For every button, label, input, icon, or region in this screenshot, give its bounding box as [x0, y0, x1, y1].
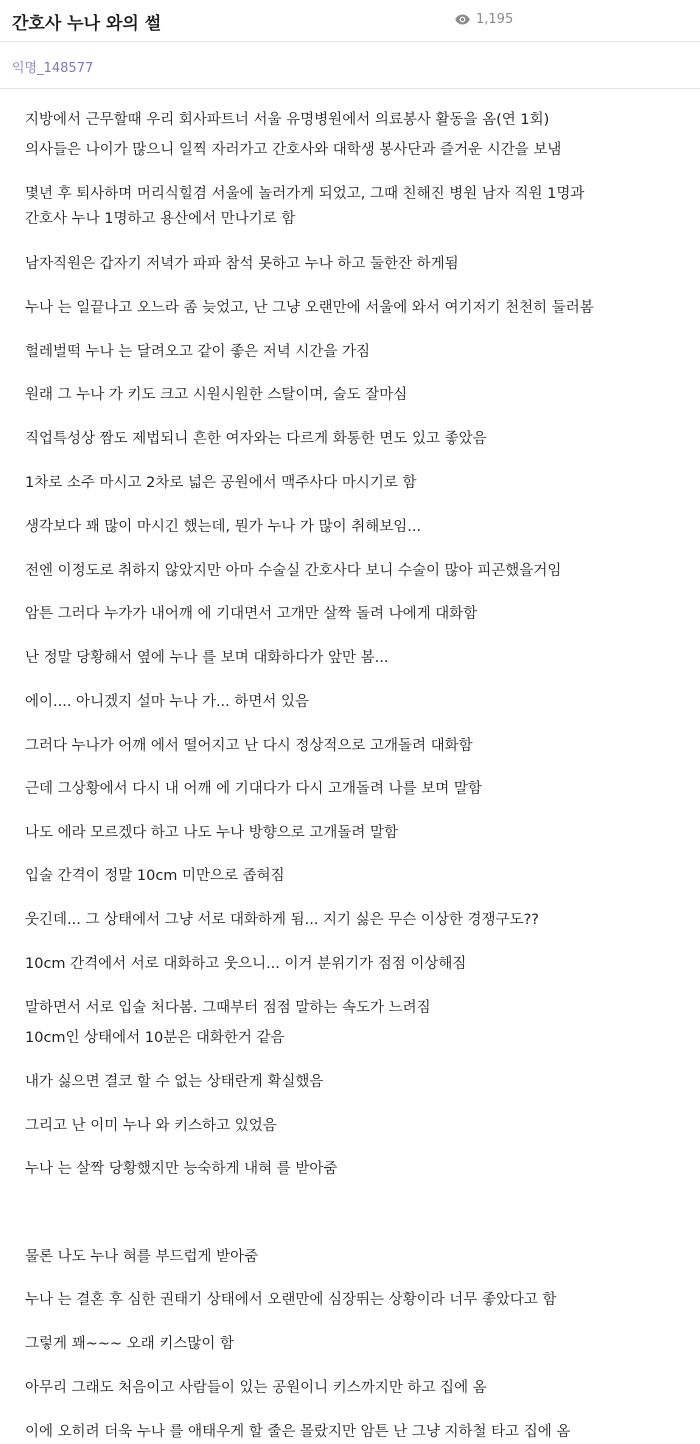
- body-line: 암튼 그러다 누가가 내어깨 에 기대면서 고개만 살짝 돌려 나에게 대화함: [25, 606, 478, 622]
- body-line: 누나 는 결혼 후 심한 권태기 상태에서 오랜만에 심장뛰는 상황이라 너무 좋았다고 함: [25, 1292, 557, 1308]
- body-line: 누나 는 일끝나고 오느라 좀 늦었고, 난 그냥 오랜만에 서울에 와서 여기저기 천천히 둘러봄: [25, 300, 594, 316]
- author-name: 익명_148577: [12, 61, 94, 76]
- body-line: 내가 싫으면 결코 할 수 없는 상태란게 확실했음: [25, 1074, 324, 1090]
- body-line: 누나 는 살짝 당황했지만 능숙하게 내혀 를 받아줌: [25, 1161, 338, 1177]
- body-line: 생각보다 꽤 많이 마시긴 했는데, 뭔가 누나 가 많이 취해보임...: [25, 519, 422, 535]
- body-line: 원래 그 누나 가 키도 크고 시원시원한 스탈이며, 술도 잘마심: [25, 387, 408, 403]
- body-line: 말하면서 서로 입술 처다봄. 그때부터 점점 말하는 속도가 느려짐: [25, 1000, 431, 1016]
- body-line: 그렇게 꽤~~~ 오래 키스많이 함: [25, 1336, 234, 1352]
- body-line: 헐레벌떡 누나 는 달려오고 같이 좋은 저녁 시간을 가짐: [25, 344, 371, 360]
- body-line: 그리고 난 이미 누나 와 키스하고 있었음: [25, 1118, 277, 1134]
- post-title: 간호사 누나 와의 썰: [12, 14, 162, 34]
- body-line: 직업특성상 짬도 제법되니 흔한 여자와는 다르게 화통한 면도 있고 좋았음: [25, 431, 487, 447]
- body-line: 근데 그상황에서 다시 내 어깨 에 기대다가 다시 고개돌려 나를 보며 말함: [25, 781, 482, 797]
- body-line: 전엔 이정도로 취하지 않았지만 아마 수술실 간호사다 보니 수술이 많아 피곤했을거임: [25, 563, 562, 579]
- body-line: 몇년 후 퇴사하며 머리식힐겸 서울에 놀러가게 되었고, 그때 친해진 병원 남자 직원 1명과: [25, 186, 585, 202]
- body-line: 남자직원은 갑자기 저녁가 파파 참석 못하고 누나 하고 둘한잔 하게됨: [25, 256, 459, 272]
- body-line: 입술 간격이 정말 10cm 미만으로 좁혀짐: [25, 868, 285, 884]
- body-line: 1차로 소주 마시고 2차로 넓은 공원에서 맥주사다 마시기로 함: [25, 475, 417, 491]
- body-line: 의사들은 나이가 많으니 일찍 자러가고 간호사와 대학생 봉사단과 즐거운 시간을 보냄: [25, 142, 562, 158]
- body-line: 에이.... 아니겠지 설마 누나 가... 하면서 있음: [25, 694, 310, 710]
- body-line: 그러다 누나가 어깨 에서 떨어지고 난 다시 정상적으로 고개돌려 대화함: [25, 738, 473, 754]
- author-bar: [0, 42, 700, 89]
- body-line: 나도 에라 모르겠다 하고 나도 누나 방향으로 고개돌려 말함: [25, 825, 399, 841]
- body-line: 아무리 그래도 처음이고 사람들이 있는 공원이니 키스까지만 하고 집에 옴: [25, 1380, 487, 1396]
- body-line: 웃긴데... 그 상태에서 그냥 서로 대화하게 됨... 지기 싫은 무슨 이상한 경쟁구도??: [25, 912, 539, 928]
- body-line: 10cm인 상태에서 10분은 대화한거 같음: [25, 1030, 285, 1046]
- view-count: [455, 12, 513, 27]
- eye-icon: [455, 14, 470, 25]
- body-line: 간호사 누나 1명하고 용산에서 만나기로 함: [25, 211, 296, 227]
- body-line: 이에 오히려 더욱 누나 를 애태우게 할 줄은 몰랐지만 암튼 난 그냥 지하철 타고 집에 옴: [25, 1424, 571, 1440]
- body-line: 지방에서 근무할때 우리 회사파트너 서울 유명병원에서 의료봉사 활동을 옴(연 1회): [25, 112, 550, 128]
- body-line: 10cm 간격에서 서로 대화하고 웃으니... 이거 분위기가 점점 이상해짐: [25, 956, 467, 972]
- body-line: 물론 나도 누나 혀를 부드럽게 받아줌: [25, 1249, 259, 1265]
- post-header: [0, 0, 700, 42]
- view-count-value: 1,195: [476, 12, 514, 27]
- body-line: 난 정말 당황해서 옆에 누나 를 보며 대화하다가 앞만 봄...: [25, 650, 389, 666]
